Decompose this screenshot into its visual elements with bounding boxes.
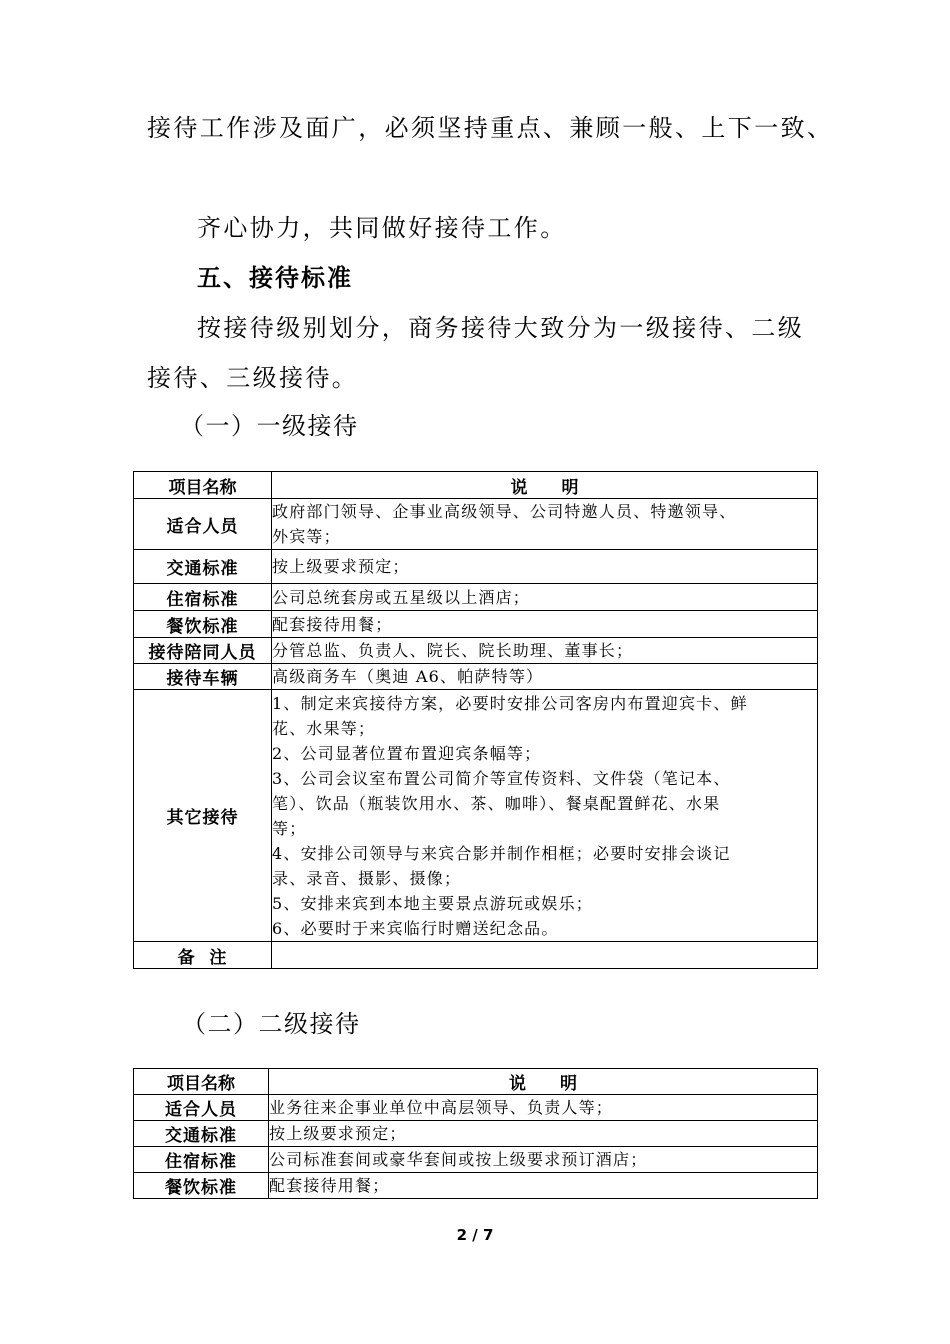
- table-row: [134, 611, 818, 638]
- row-key: 餐饮标准: [134, 611, 272, 638]
- row-value: 配套接待用餐；: [272, 611, 818, 638]
- row-value: 公司标准套间或豪华套间或按上级要求预订酒店；: [269, 1147, 818, 1173]
- table-header-row: [134, 472, 818, 499]
- table-row: [134, 664, 818, 690]
- header-desc: 说 明: [269, 1069, 818, 1095]
- row-key: 餐饮标准: [134, 1173, 269, 1199]
- paragraph-line: 接待、三级接待。: [147, 364, 359, 392]
- page-number: 2 / 7: [456, 1226, 494, 1244]
- row-key: 交通标准: [134, 550, 272, 584]
- subsection-title-level2: （二）二级接待: [182, 1010, 361, 1038]
- row-value: 政府部门领导、企事业高级领导、公司特邀人员、特邀领导、 外宾等；: [272, 499, 818, 550]
- table-row: [134, 1121, 818, 1147]
- paragraph-line: 接待工作涉及面广，必须坚持重点、兼顾一般、上下一致、: [147, 114, 834, 142]
- row-value: 分管总监、负责人、院长、院长助理、董事长；: [272, 638, 818, 664]
- row-key: 接待陪同人员: [134, 638, 272, 664]
- row-value: 公司总统套房或五星级以上酒店；: [272, 584, 818, 611]
- row-value: 高级商务车（奥迪 A6、帕萨特等）: [272, 664, 818, 690]
- row-value: [272, 942, 818, 969]
- paragraph-line: 齐心协力，共同做好接待工作。: [197, 214, 567, 242]
- row-key: 接待车辆: [134, 664, 272, 690]
- table-row: [134, 1147, 818, 1173]
- paragraph-line: 按接待级别划分，商务接待大致分为一级接待、二级: [197, 314, 805, 342]
- row-value: 按上级要求预定；: [269, 1121, 818, 1147]
- table-row: [134, 1173, 818, 1199]
- row-key: 住宿标准: [134, 584, 272, 611]
- row-key: 备 注: [134, 942, 272, 969]
- table-row: [134, 638, 818, 664]
- row-key: 住宿标准: [134, 1147, 269, 1173]
- row-key: 其它接待: [134, 690, 272, 942]
- level1-table: [133, 471, 818, 969]
- table-header-row: [134, 1069, 818, 1095]
- row-key: 交通标准: [134, 1121, 269, 1147]
- section-heading: 五、接待标准: [197, 264, 353, 292]
- row-key: 适合人员: [134, 1095, 269, 1121]
- header-item: 项目名称: [134, 472, 272, 499]
- header-desc: 说 明: [272, 472, 818, 499]
- row-value: 1、制定来宾接待方案，必要时安排公司客房内布置迎宾卡、鲜 花、水果等； 2、公司显著位置布置迎宾条幅等； 3、公司会议室布置公司简介等宣传资料、文件袋（笔记本、 笔）、饮品（瓶装饮用水、茶、咖啡）、餐桌配置鲜花、水果 等； 4、安排公司领导与来宾合影并制作相框；必要时安排会谈记 录、录音、摄影、摄像； 5、安排来宾到本地主要景点游玩或娱乐； 6、必要时于来宾临行时赠送纪念品。: [272, 690, 818, 942]
- level2-table: [133, 1068, 818, 1199]
- row-key: 适合人员: [134, 499, 272, 550]
- table-row: [134, 942, 818, 969]
- subsection-title-level1: （一）一级接待: [180, 412, 359, 440]
- row-value: 配套接待用餐；: [269, 1173, 818, 1199]
- row-value: 业务往来企事业单位中高层领导、负责人等；: [269, 1095, 818, 1121]
- row-value: 按上级要求预定；: [272, 550, 818, 584]
- header-item: 项目名称: [134, 1069, 269, 1095]
- table-row: [134, 1095, 818, 1121]
- table-row: [134, 550, 818, 584]
- table-row: [134, 584, 818, 611]
- table-row: [134, 690, 818, 942]
- table-row: [134, 499, 818, 550]
